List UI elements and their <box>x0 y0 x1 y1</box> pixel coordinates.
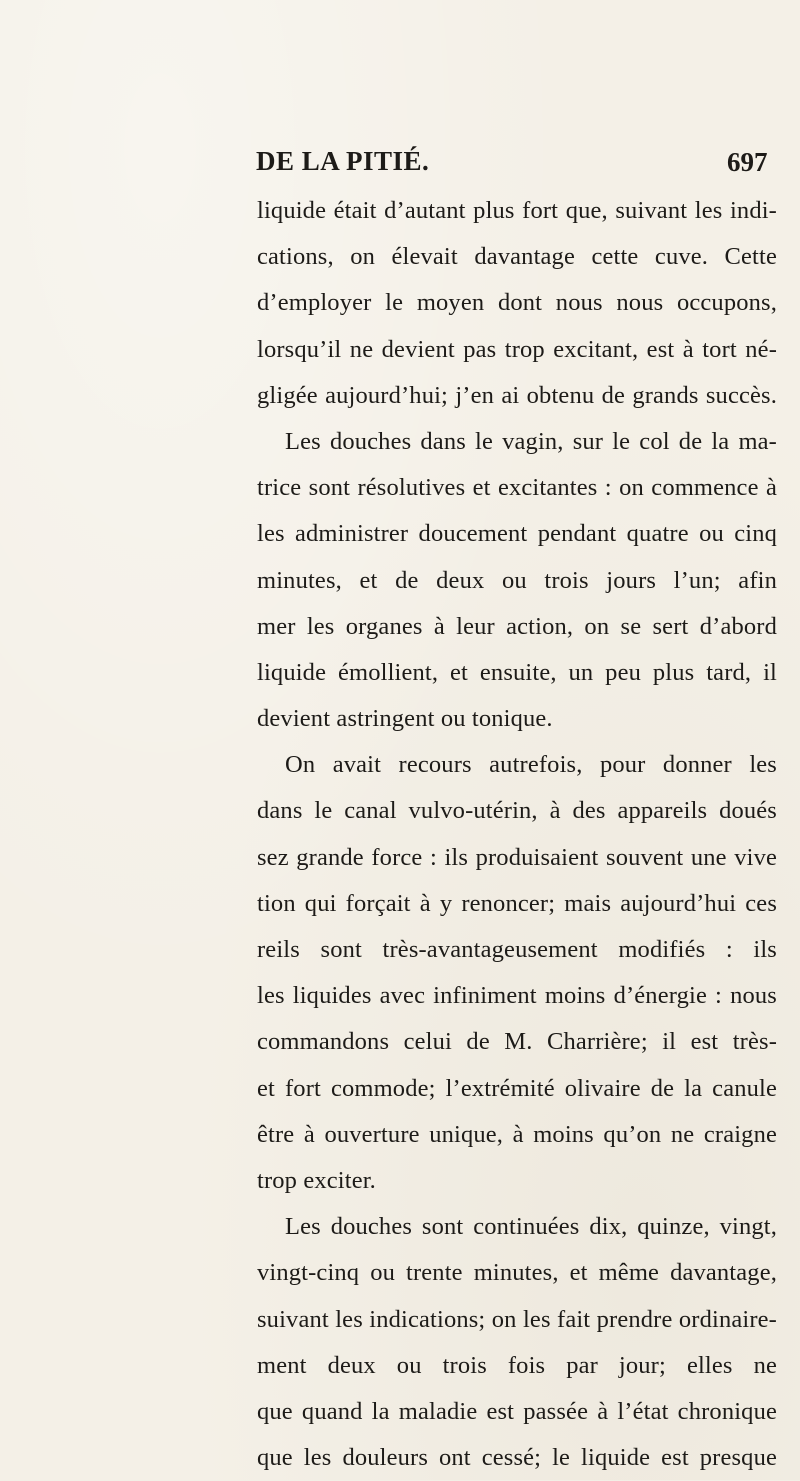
text-line: commandons celui de M. Charrière; il est très- <box>257 1028 777 1056</box>
text-line: vingt-cinq ou trente minutes, et même davantage, <box>257 1259 777 1287</box>
running-title: DE LA PITIÉ. <box>256 146 430 176</box>
running-head <box>0 146 800 186</box>
body-text <box>257 188 777 1481</box>
text-line: ment deux ou trois fois par jour; elles ne <box>257 1351 777 1379</box>
text-line: mer les organes à leur action, on se sert d’abord <box>257 612 777 640</box>
text-line: les administrer doucement pendant quatre ou cinq <box>257 520 777 548</box>
page-number: 697 <box>727 147 768 177</box>
text-line: les liquides avec infiniment moins d’énergie : nous <box>257 982 777 1010</box>
text-line: liquide émollient, et ensuite, un peu plus tard, il <box>257 658 777 686</box>
text-line: lorsqu’il ne devient pas trop excitant, est à tort né- <box>257 335 777 363</box>
text-line: minutes, et de deux ou trois jours l’un; afin <box>257 566 777 594</box>
text-line: et fort commode; l’extrémité olivaire de la canule <box>257 1074 777 1102</box>
text-line: suivant les indications; on les fait prendre ordinaire- <box>257 1305 777 1333</box>
text-line: devient astringent ou tonique. <box>257 705 553 733</box>
text-line: cations, on élevait davantage cette cuve. Cette <box>257 243 777 271</box>
text-line: gligée aujourd’hui; j’en ai obtenu de grands succès. <box>257 381 777 409</box>
text-line: d’employer le moyen dont nous nous occupons, <box>257 289 777 317</box>
text-line: que les douleurs ont cessé; le liquide est presque <box>257 1444 777 1472</box>
text-line: trop exciter. <box>257 1166 376 1194</box>
text-line: sez grande force : ils produisaient souvent une vive <box>257 843 777 871</box>
text-line: Les douches sont continuées dix, quinze, vingt, <box>285 1213 777 1241</box>
text-line: reils sont très-avantageusement modifiés : ils <box>257 936 777 963</box>
text-line: liquide était d’autant plus fort que, suivant les indi- <box>257 197 777 224</box>
text-line: trice sont résolutives et excitantes : on commence à <box>257 474 777 502</box>
text-line: On avait recours autrefois, pour donner les <box>285 751 777 779</box>
text-line: être à ouverture unique, à moins qu’on ne craigne <box>257 1120 777 1148</box>
text-line: tion qui forçait à y renoncer; mais aujourd’hui ces <box>257 889 777 917</box>
text-line: que quand la maladie est passée à l’état chronique <box>257 1397 777 1425</box>
text-line: dans le canal vulvo-utérin, à des appareils doués <box>257 797 777 825</box>
text-line: Les douches dans le vagin, sur le col de la ma- <box>285 427 777 455</box>
